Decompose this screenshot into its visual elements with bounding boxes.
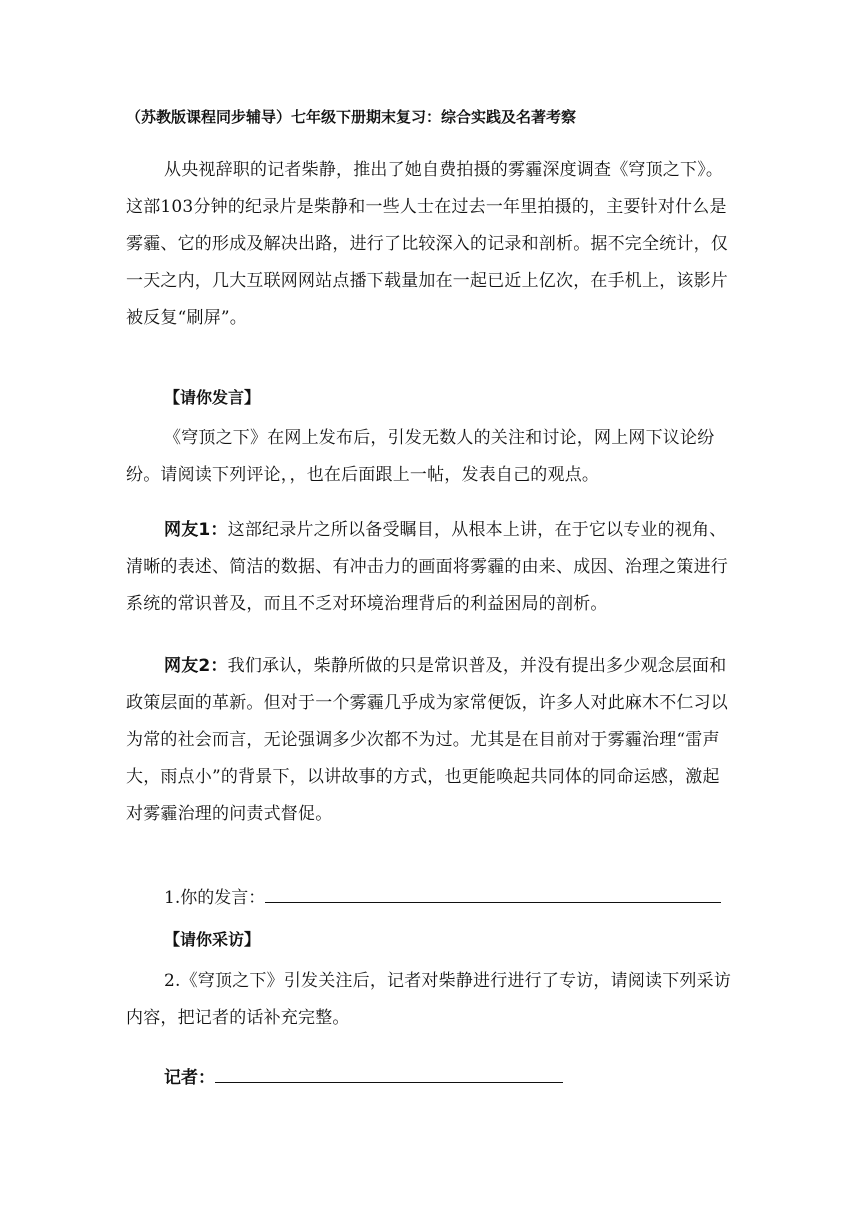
section-heading-speak: 【请你发言】 <box>164 388 261 407</box>
reporter-label: 记者： <box>164 1068 215 1088</box>
question-1-label: 1.你的发言： <box>164 888 266 908</box>
comment-1-text: 这部纪录片之所以备受瞩目，从根本上讲，在于它以专业的视角、清晰的表述、简洁的数据、有冲击力的画面将雾霾的由来、成因、治理之策进行系统的常识普及，而且不乏对环境治理背后的利益困局的剖析。 <box>126 520 728 614</box>
question-1-row <box>164 882 721 911</box>
interview-paragraph: 2.《穹顶之下》引发关注后，记者对柴静进行进行了专访，请阅读下列采访内容，把记者的话补充完整。 <box>126 971 732 1028</box>
question-1-answer-blank[interactable] <box>265 882 721 903</box>
comment-2 <box>126 648 733 833</box>
reporter-row <box>164 1062 563 1091</box>
comment-1-label: 网友1： <box>164 520 228 540</box>
reporter-answer-blank[interactable] <box>215 1062 563 1083</box>
comment-2-label: 网友2： <box>164 656 228 676</box>
comment-2-text: 我们承认，柴静所做的只是常识普及，并没有提出多少观念层面和政策层面的革新。但对于一个雾霾几乎成为家常便饭，许多人对此麻木不仁习以为常的社会而言，无论强调多少次都不为过。尤其是在目前对于雾霾治理“雷声大，雨点小”的背景下，以讲故事的方式，也更能唤起共同体的同命运感，激起对雾霾治理的问责式督促。 <box>126 656 728 824</box>
speak-intro-paragraph: 《穹顶之下》在网上发布后，引发无数人的关注和讨论，网上网下议论纷纷。请阅读下列评论，，也在后面跟上一帖，发表自己的观点。 <box>126 428 715 485</box>
comment-1 <box>126 512 733 623</box>
intro-paragraph: 从央视辞职的记者柴静，推出了她自费拍摄的雾霾深度调查《穹顶之下》。这部103分钟的纪录片是柴静和一些人士在过去一年里拍摄的，主要针对什么是雾霾、它的形成及解决出路，进行了比较深入的记录和剖析。据不完全统计，仅一天之内，几大互联网网站点播下载量加在一起已近上亿次，在手机上，该影片被反复“刷屏”。 <box>126 160 728 328</box>
section-heading-interview: 【请你采访】 <box>164 930 261 949</box>
document-title: （苏教版课程同步辅导）七年级下册期末复习：综合实践及名著考察 <box>126 108 577 126</box>
